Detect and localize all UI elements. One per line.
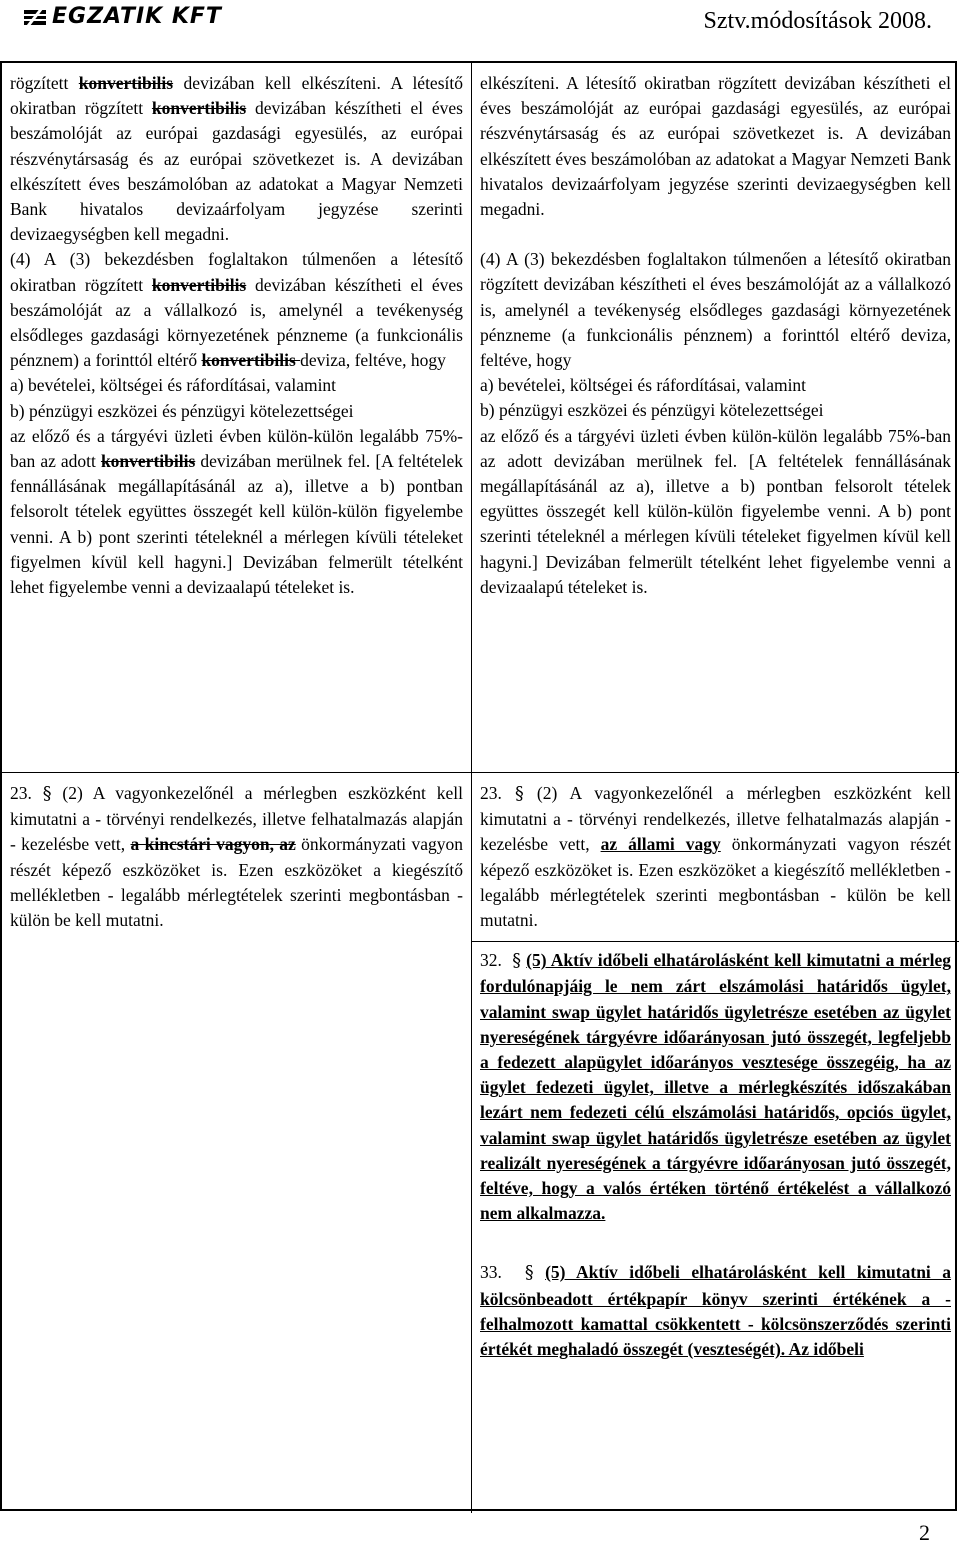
- paragraph: rögzített konvertibilis devizában kell elkészíteni. A létesítő okiratban rögzített konvertibilis devizában készítheti el éves beszámolóját az európai gazdasági egyesülés, az európai részvénytársaság és az európai szövetkezet is. A devizában elkészített éves beszámolóban az adatokat a Magyar Nemzeti Bank hivatalos devizaárfolyam jegyzése szerinti devizaegységben kell megadni.: [10, 73, 463, 245]
- page-header: [0, 0, 960, 62]
- paragraph: (4) A (3) bekezdésben foglaltakon túlmenően a létesítő okiratban rögzített devizában készítheti el éves beszámolóját az a vállalkozó is, amelynél a tevékenység elsődleges gazdasági környezetének pénzneme (a funkcionális pénznem) a forinttól eltérő deviza, feltéve, hogy: [480, 249, 951, 371]
- logo-text: EGZATIK KFT: [52, 4, 222, 29]
- paragraph: az előző és a tárgyévi üzleti évben külön-külön legalább 75%-ban az adott konvertibilis devizában merülnek fel. [A feltételek fennállásának megállapításánál az a), illetve a b) pontban felsorolt tételek együttes összegét kell külön-külön figyelembe venni. A b) pont szerinti tételeknél a mérlegen kívüli tételeket figyelmen kívül kell hagyni.] Devizában felmerült tételként lehet figyelembe venni a devizaalapú tételeket is.: [10, 425, 463, 598]
- page-number: 2: [919, 1520, 930, 1545]
- deleted-text: konvertibilis: [100, 451, 196, 472]
- left-top-cell: [2, 63, 472, 773]
- deleted-text: a kincstári vagyon, az: [130, 834, 296, 855]
- paragraph: b) pénzügyi eszközei és pénzügyi kötelezettségei: [10, 400, 354, 421]
- paragraph: a) bevételei, költségei és ráfordításai, valamint: [10, 375, 337, 396]
- deleted-text: konvertibilis: [151, 274, 247, 295]
- paragraph: a) bevételei, költségei és ráfordításai, valamint: [480, 375, 807, 396]
- paragraph: elkészíteni. A létesítő okiratban rögzített devizában készítheti el éves beszámolóját az európai gazdasági egyesülés, az európai részvénytársaság és az európai szövetkezet is. A devizában elkészített éves beszámolóban az adatokat a Magyar Nemzeti Bank hivatalos devizaárfolyam jegyzése szerinti devizaegységben kell megadni.: [480, 73, 951, 220]
- paragraph: 23. § (2) A vagyonkezelőnél a mérlegben eszközként kell kimutatni a - törvényi rendelkezés, illetve felhatalmazás alapján - kezelésbe vett, a kincstári vagyon, az önkormányzati vagyon részét képező eszközöket is. Ezen eszközöket a kiegészítő mellékletben - legalább mérlegtételek szerinti megbontásban - külön be kell mutatni.: [10, 783, 464, 931]
- divider: [472, 941, 959, 942]
- paragraph: 32. § (5) Aktív időbeli elhatárolásként kell kimutatni a mérleg fordulónapjáig le nem zárt elszámolási határidős ügylet, valamint swap ügylet határidős ügyletrésze esetében az ügylet nyereségének tárgyévre időarányosan jutó összegét, legfeljebb a fedezett alapügylet időarányos vesztesége összegéig, ha az ügylet fedezeti ügylet, illetve a mérlegkészítés időszakában lezárt nem fedezeti célú elszámolási határidős, opciós ügylet, valamint swap ügylet határidős ügyletrésze esetében az ügylet realizált nyereségének a tárgyévre időarányosan jutó összegét, feltéve, hogy a valós értéken történő értékelést a vállalkozó nem alkalmazza.: [480, 950, 951, 1224]
- comparison-table: [0, 61, 957, 1511]
- paragraph: (4) A (3) bekezdésben foglaltakon túlmenően a létesítő okiratban rögzített konvertibilis devizában készítheti el éves beszámolóját az a vállalkozó is, amelynél a tevékenység elsődleges gazdasági környezetének pénzneme (a funkcionális pénznem) a forinttól eltérő konvertibilis deviza, feltéve, hogy: [10, 249, 463, 371]
- document-title: Sztv.módosítások 2008.: [703, 8, 932, 34]
- inserted-text: az állami vagy: [600, 834, 721, 855]
- paragraph: b) pénzügyi eszközei és pénzügyi kötelezettségei: [480, 400, 824, 421]
- paragraph: az előző és a tárgyévi üzleti évben külön-külön legalább 75%-ban az adott devizában merülnek fel. [A feltételek fennállásának megállapításánál az a), illetve a b) pontban felsorolt tételek együttes összegét kell külön-külön figyelembe venni. A b) pont szerinti tételeknél a mérlegen kívüli tételeket figyelmen kívül kell hagyni.] Devizában felmerült tételként lehet figyelembe venni a devizaalapú tételeket is.: [480, 425, 951, 597]
- logo-icon: [22, 6, 48, 28]
- deleted-text: konvertibilis: [151, 98, 247, 119]
- paragraph: 33. § (5) Aktív időbeli elhatárolásként kell kimutatni a kölcsönbeadott értékpapír könyv szerinti értékének a - felhalmozott kamattal csökkentett - kölcsönszerződés szerinti értékét meghaladó összegét (veszteségét). Az időbeli: [480, 1262, 952, 1360]
- company-logo: [22, 4, 222, 29]
- deleted-text: konvertibilis: [78, 73, 174, 93]
- right-top-cell: [472, 63, 959, 773]
- right-bottom-cell: [472, 773, 959, 1513]
- left-bottom-cell: [2, 773, 472, 1513]
- inserted-text: (5) Aktív időbeli elhatárolásként kell kimutatni a kölcsönbeadott értékpapír könyv szerinti értékének a - felhalmozott kamattal csökkentett - kölcsönszerződés szerinti értékét meghaladó összegét (veszteségét). Az időbeli: [480, 1262, 952, 1360]
- paragraph: 23. § (2) A vagyonkezelőnél a mérlegben eszközként kell kimutatni a - törvényi rendelkezés, illetve felhatalmazás alapján - kezelésbe vett, az állami vagy önkormányzati vagyon részét képező eszközöket is. Ezen eszközöket a kiegészítő mellékletben - legalább mérlegtételek szerinti megbontásban - külön be kell mutatni.: [480, 783, 952, 931]
- inserted-text: (5) Aktív időbeli elhatárolásként kell kimutatni a mérleg fordulónapjáig le nem zárt elszámolási határidős ügylet, valamint swap ügylet határidős ügyletrésze esetében az ügylet nyereségének tárgyévre időarányosan jutó összegét, legfeljebb a fedezett alapügylet időarányos vesztesége összegéig, ha az ügylet fedezeti ügylet, illetve a mérlegkészítés időszakában lezárt nem fedezeti célú elszámolási határidős, opciós ügylet, valamint swap ügylet határidős ügyletrésze esetében az ügylet realizált nyereségének a tárgyévre időarányosan jutó összegét, feltéve, hogy a valós értéken történő értékelést a vállalkozó nem alkalmazza.: [480, 950, 951, 1224]
- deleted-text: konvertibilis: [201, 350, 301, 371]
